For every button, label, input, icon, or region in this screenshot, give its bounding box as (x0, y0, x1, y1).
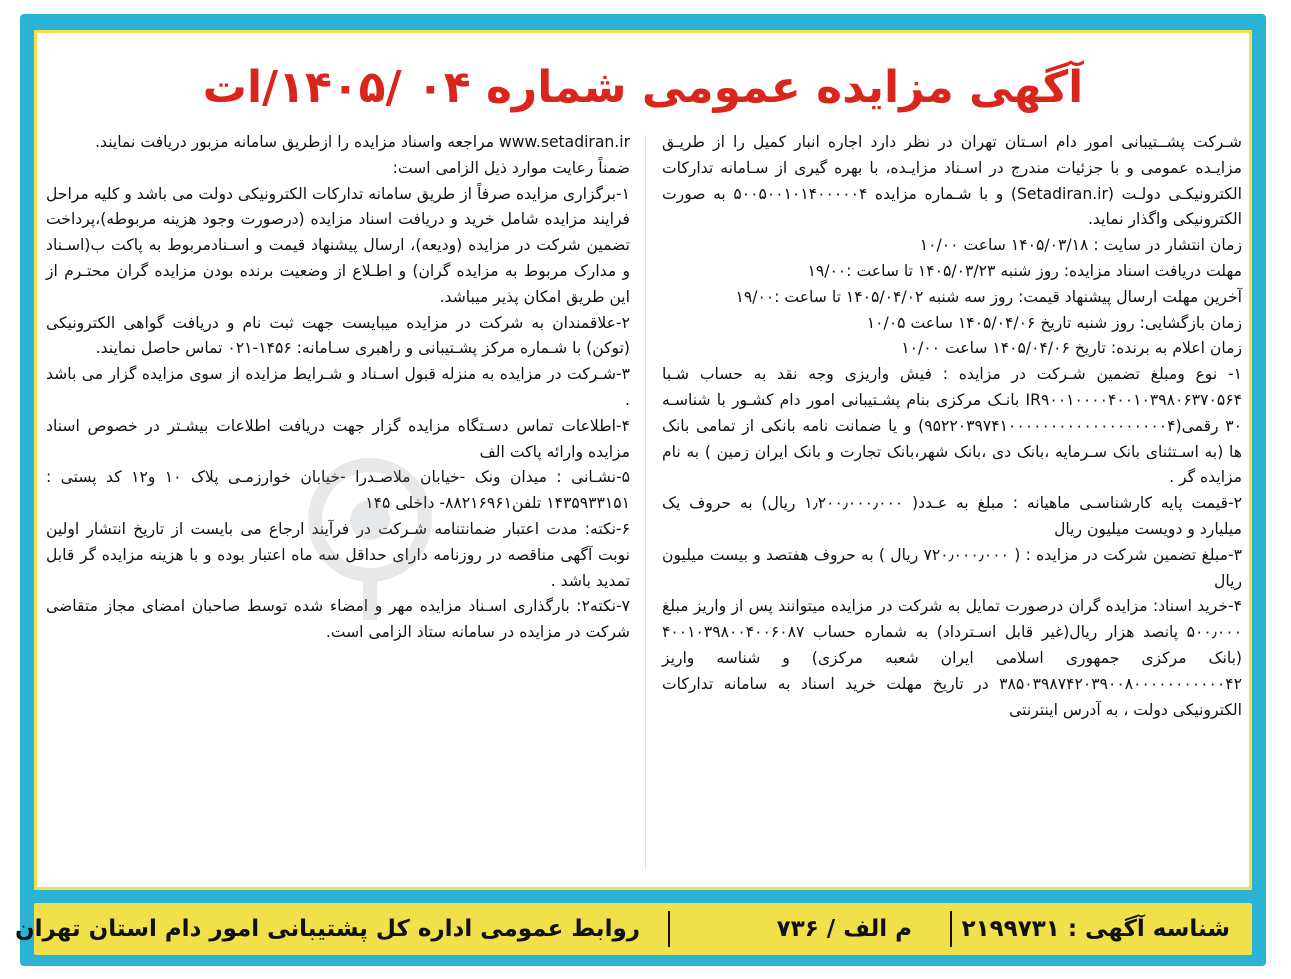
guarantee-amount-clause: ۳-مبلغ تضمین شرکت در مزایده : ( ۷۲۰٫۰۰۰٫۰۰۰ ریال ) به حروف هفتصد و بیست میلیون ریال (662, 545, 1242, 590)
publish-time: زمان انتشار در سایت : ۱۴۰۵/۰۳/۱۸ ساعت ۱۰/۰۰ (919, 236, 1242, 255)
ad-right-column (662, 130, 1242, 723)
intro-paragraph: شـرکت پشــتیبانی امور دام اسـتان تهران در نظر دارد اجاره انبار کمیل را از طریـق مزایـده عمومی و با جزئیات مندرج در اسـناد مزایـده، با بهره گیری از سـامانه تدارکات الکترونیکـی دولـت (Setadiran.ir) و با شـماره مزایده ۵۰۰۵۰۰۱۰۱۴۰۰۰۰۰۴ به صورت الکترونیکی واگذار نماید. (662, 133, 1242, 229)
requirement-item-2: ۲-علاقمندان به شرکت در مزایده میبایست جهت ثبت نام و دریافت گواهی الکترونیکی (توکن) با شـماره مرکز پشـتیبانی و راهبری سـامانه: ۱۴۵۶-۰۲۱ تماس حاصل نمایند. (46, 313, 630, 358)
footer-separator (668, 911, 670, 947)
ad-left-column (46, 130, 630, 646)
ad-id: شناسه آگهی : ۲۱۹۹۷۳۱ (961, 916, 1230, 942)
column-divider (645, 135, 646, 870)
requirement-item-7: ۷-نکته۲: بارگذاری اسـناد مزایده مهر و امضاء شده توسط صاحبان امضای مجاز متقاضی شرکت در مزایده در سامانه ستاد الزامی است. (46, 597, 630, 642)
guarantee-clause: ۱- نوع ومبلغ تضمین شـرکت در مزایده : فیش واریزی وجه نقد به حساب شـبا IR۹۰۰۱۰۰۰۰۴۰۰۱۰۳۹۸۰۶۳۷۰۵۶۴ بانـک مرکزی بنام پشـتیبانی امور دام کشـور با شناسـه ۳۰ رقمی(۹۵۲۲۰۳۹۷۴۱۰۰۰۰۰۰۰۰۰۰۰۰۰۰۰۰۰۰۰۴) و یا ضمانت نامه بانکی از تمامی بانک ها (به اسـتثنای بانک سـرمایه ،بانک دی ،بانک شهر،بانک تجارت و بانک ایران زمین ) به نام مزایده گر . (662, 365, 1242, 487)
document-purchase-clause: ۴-خرید اسناد: مزایده گران درصورت تمایل به شرکت در مزایده میتوانند پس از واریز مبلغ ۵۰۰٫۰۰۰ پانصد هزار ریال(غیر قابل اسـترداد) به شماره حساب ۴۰۰۱۰۳۹۸۰۰۴۰۰۶۰۸۷ (بانک مرکزی جمهوری اسلامی ایران شعبه مرکزی) و شناسه واریز ۳۸۵۰۳۹۸۷۴۲۰۳۹۰۰۸۰۰۰۰۰۰۰۰۰۰۰۴۲ در تاریخ مهلت خرید اسناد به سامانه تدارکات الکترونیکی دولت ، به آدرس اینترنتی (662, 597, 1242, 719)
requirement-item-6: ۶-نکته: مدت اعتبار ضمانتنامه شـرکت در فرآیند ارجاع می بایست از تاریخ انتشار اولین نوبت آگهی مناقصه در روزنامه دارای حداقل سه ماه اعتبار بوده و با هزینه مزایده گر قابل تمدید باشد . (46, 519, 630, 590)
document-deadline: مهلت دریافت اسناد مزایده: روز شنبه ۱۴۰۵/۰۳/۲۳ تا ساعت :۱۹/۰۰ (807, 261, 1242, 280)
footer-separator (950, 911, 952, 947)
opening-time: زمان بازگشایی: روز شنبه تاریخ ۱۴۰۵/۰۴/۰۶ ساعت ۱۰/۰۵ (866, 313, 1242, 332)
winner-announcement: زمان اعلام به برنده: تاریخ ۱۴۰۵/۰۴/۰۶ ساعت ۱۰/۰۰ (901, 339, 1242, 358)
ad-footer (15, 903, 1252, 955)
requirement-item-5: ۵-نشـانی : میدان ونک -خیابان ملاصـدرا -خیابان خوارزمـی پلاک ۱۰ و۱۲ کد پستی : ۱۴۳۵۹۳۳۱۵۱ تلفن۸۸۲۱۶۹۶۱- داخلی ۱۴۵ (46, 468, 630, 513)
ad-code: م الف / ۷۳۶ (776, 916, 912, 942)
requirement-item-4: ۴-اطلاعات تماس دسـتگاه مزایده گزار جهت دریافت اطلاعات بیشـتر در خصوص اسناد مزایده وارائه پاکت الف (46, 416, 630, 461)
requirement-item-1: ۱-برگزاری مزایده صرفاً از طریق سامانه تدارکات الکترونیکی دولت می باشد و کلیه مراحل فرایند مزایده شامل خرید و دریافت اسناد مزایده (درصورت وجود هزینه مربوطه)،پرداخت تضمین شرکت در مزایده (ودیعه)، ارسال پیشنهاد قیمت و اسـنادمربوط به پاکت ب(اسـناد و مدارک مربوط به مزایده گران) و اطـلاع از وضعیت برنده بودن مزایده گران محتـرم از این طریق امکان پذیر میباشد. (46, 184, 630, 306)
base-price-clause: ۲-قیمت پایه کارشناسـی ماهیانه : مبلغ به عـدد( ۱٫۲۰۰٫۰۰۰٫۰۰۰ ریال) به حروف یک میلیارد و دویست میلیون ریال (662, 494, 1242, 538)
bid-deadline: آخرین مهلت ارسال پیشنهاد قیمت: روز سه شنبه ۱۴۰۵/۰۴/۰۲ تا ساعت :۱۹/۰۰ (735, 287, 1242, 306)
website-paragraph: www.setadiran.ir مراجعه واسناد مزایده را ازطریق سامانه مزبور دریافت نمایند. (95, 133, 630, 151)
ad-title: آگهی مزایده عمومی شماره ۰۴ /۱۴۰۵/ات (202, 62, 1084, 113)
requirement-item-3: ۳-شـرکت در مزایده به منزله قبول اسـناد و شـرایط مزایده از سوی مزایده گزار می باشد . (46, 365, 630, 409)
publisher-organization: روابط عمومی اداره کل پشتیبانی امور دام استان تهران (15, 916, 640, 942)
requirements-heading: ضمناً رعایت موارد ذیل الزامی است: (392, 158, 630, 177)
